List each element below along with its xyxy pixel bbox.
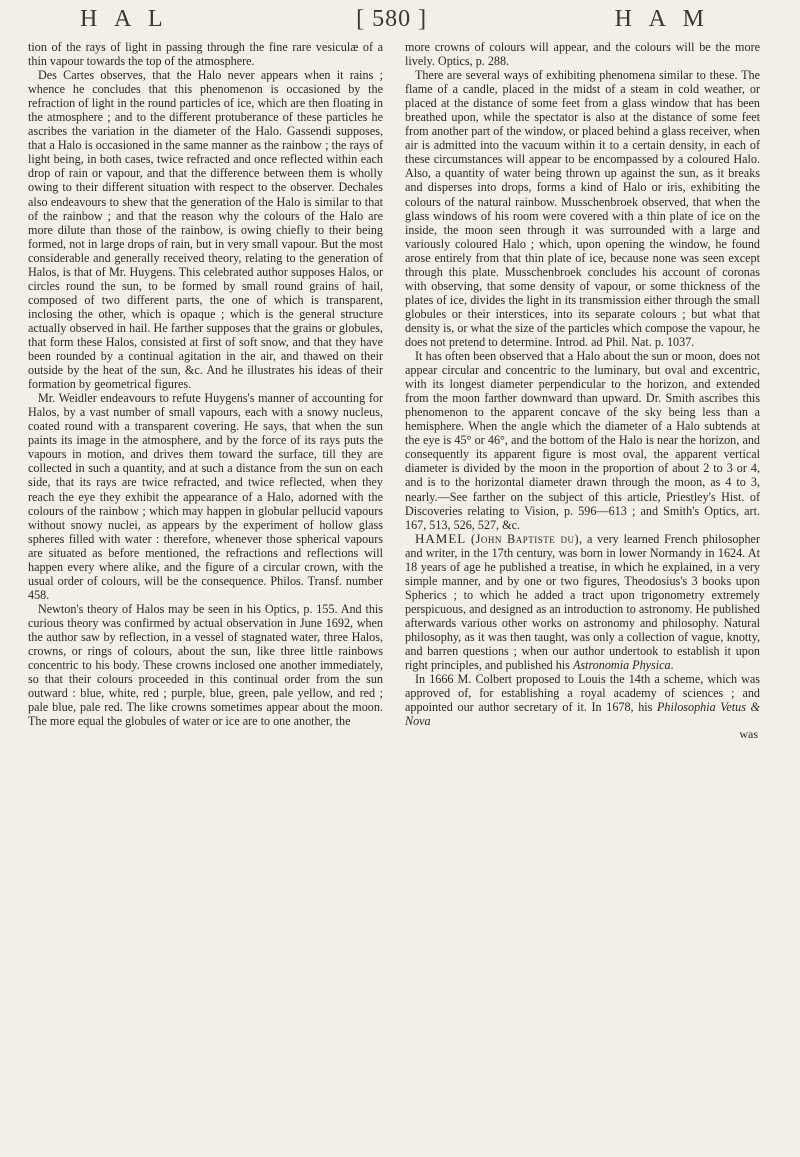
paragraph: It has often been observed that a Halo about the sun or moon, does not appear circular and concentric to the luminary, but oval and excentric, with its longest diameter perpendicular to the horizon, and extended from the moon farther downward than upward. Dr. Smith ascribes this phenomenon to the apparent concave of the sky being less than a hemisphere. When the angle which the diameter of a Halo subtends at the eye is 45° or 46°, and the bottom of the Halo is near the horizon, and consequently its apparent figure is most oval, the apparent vertical diameter is divided by the moon in the proportion of about 2 to 3 or 4, and is to the horizontal diameter drawn through the moon, as 4 to 3, nearly.—See farther on the subject of this article, Priestley's Hist. of Discoveries relating to Vision, p. 596—613 ; and Smith's Optics, art. 167, 513, 526, 527, &c. [405, 349, 760, 532]
page-number: [ 580 ] [356, 6, 428, 32]
entry-hamel [405, 532, 760, 672]
running-head-left: H A L [80, 6, 169, 32]
paragraph: Des Cartes observes, that the Halo never appears when it rains ; whence he concludes that this phenomenon is occasioned by the refraction of light in the round particles of ice, which are then floating in the atmosphere ; and to the different protuberance of these particles he ascribes the variation in the diameter of the Halo. Gassendi supposes, that a Halo is occasioned in the same manner as the rainbow ; the rays of light being, in both cases, twice refracted and once reflected within each drop of rain or vapour, and that the difference between them is wholly owing to their different situation with respect to the observer. Dechales also endeavours to shew that the generation of the Halo is similar to that of the rainbow ; and that the reason why the colours of the Halo are more dilute than those of the rainbow, is owing chiefly to their being formed, not in large drops of rain, but in very small vapour. But the most considerable and generally received theory, relating to the generation of Halos, is that of Mr. Huygens. This celebrated author supposes Halos, or circles round the sun, to be formed by small round grains of hail, composed of two different parts, the one of which is transparent, inclosing the other, which is opaque ; which is the general structure actually observed in hail. He farther supposes that the grains or globules, that form these Halos, consisted at first of soft snow, and that they have been rounded by a continual agitation in the air, and thawed on their outside by the heat of the sun, &c. And he illustrates his ideas of their formation by geometrical figures. [28, 68, 383, 392]
paragraph: There are several ways of exhibiting phenomena similar to these. The flame of a candle, placed in the midst of a steam in cold weather, or placed at the distance of some feet from a glass window that has been breathed upon, while the spectator is also at the distance of some feet from another part of the window, or placed behind a glass receiver, when air is admitted into the vacuum within it to a certain density, in each of these circumstances will appear to be encompassed by a coloured Halo. Also, a quantity of water being thrown up against the sun, as it breaks and disperses into drops, forms a kind of Halo or iris, exhibiting the colours of the natural rainbow. Musschenbroek observed, that when the glass windows of his room were covered with a thin plate of ice on the inside, the moon seen through it was surrounded with a large and variously coloured Halo ; which, upon opening the window, he found arose entirely from that thin plate of ice, because none was seen except through this plate. Musschenbroek concludes his account of coronas with observing, that some density of vapour, or some thickness of the plates of ice, divides the light in its transmission either through the small globules or their interstices, into its separate colours ; but what that density is, or what the size of the particles which compose the vapour, he does not pretend to determine. Introd. ad Phil. Nat. p. 1037. [405, 68, 760, 349]
entry-italic-title: Astronomia Physica [572, 658, 671, 673]
paragraph: Newton's theory of Halos may be seen in his Optics, p. 155. And this curious theory was confirmed by actual observation in June 1692, when the author saw by reflection, in a vessel of stagnated water, three Halos, crowns, or rings of colours, about the sun, like three little rainbows concentric to his body. These crowns inclosed one another immediately, so that their colours proceeded in this continual order from the sun outward : blue, white, red ; purple, blue, green, pale yellow, and red ; pale blue, pale red. The like crowns sometimes appear about the moon. The more equal the globules of water or ice are to one another, the [28, 601, 383, 729]
paragraph-italic-title: Philosophia Vetus & Nova [405, 700, 760, 729]
paragraph: Mr. Weidler endeavours to refute Huygens's manner of accounting for Halos, by a vast number of small vapours, each with a snowy nucleus, coated round with a transparent covering. He says, that when the sun paints its image in the atmosphere, and by the force of its rays puts the vapours in motion, and drives them toward the surface, till they are collected in such a quantity, and at such a distance from the sun on each side, that its rays are twice refracted, and twice reflected, when they reach the eye they exhibit the appearance of a Halo, adorned with the colours of the rainbow ; which may happen in globular pellucid vapours without snowy nuclei, as appears by the experiment of hollow glass spheres filled with water : therefore, whenever those spherical vapours are situated as before mentioned, the refractions and reflections will happen every where alike, and the figure of a circular crown, with the usual order of colours, will be the consequence. Philos. Transf. number 458. [28, 391, 383, 602]
paragraph [405, 672, 760, 728]
catchword: was [739, 727, 758, 742]
running-head [28, 6, 760, 36]
header-rule [28, 36, 760, 37]
text-columns [28, 40, 760, 741]
entry-given-name: (John Baptiste du) [471, 531, 580, 546]
entry-text-end: . [670, 658, 674, 673]
paragraph: more crowns of colours will appear, and the colours will be the more lively. Optics, p. 288. [405, 40, 760, 69]
entry-name: HAMEL [415, 530, 467, 546]
left-column [28, 40, 383, 741]
running-head-right: H A M [614, 6, 710, 32]
right-column [405, 40, 760, 741]
entry-text: , a very learned French philosopher and writer, in the 17th century, was born in lower Normandy in 1624. At 18 years of age he published a treatise, in which he explained, in a very simple manner, and by one or two figures, Theodosius's 3 books upon Spherics ; to which he added a tract upon trigonometry extremely perspicuous, and designed as an introduction to astronomy. He published afterwards various other works on astronomy and philosophy. Natural philosophy, as it was then taught, was only a collection of vague, knotty, and barren questions ; when our author undertook to establish it upon right principles, and published his [405, 531, 760, 673]
paragraph-text: In 1666 M. Colbert proposed to Louis the 14th a scheme, which was approved of, for establishing a royal academy of sciences ; and appointed our author secretary of it. In 1678, his [405, 672, 760, 715]
paragraph: tion of the rays of light in passing through the fine rare vesiculæ of a thin vapour towards the top of the atmosphere. [28, 40, 383, 69]
